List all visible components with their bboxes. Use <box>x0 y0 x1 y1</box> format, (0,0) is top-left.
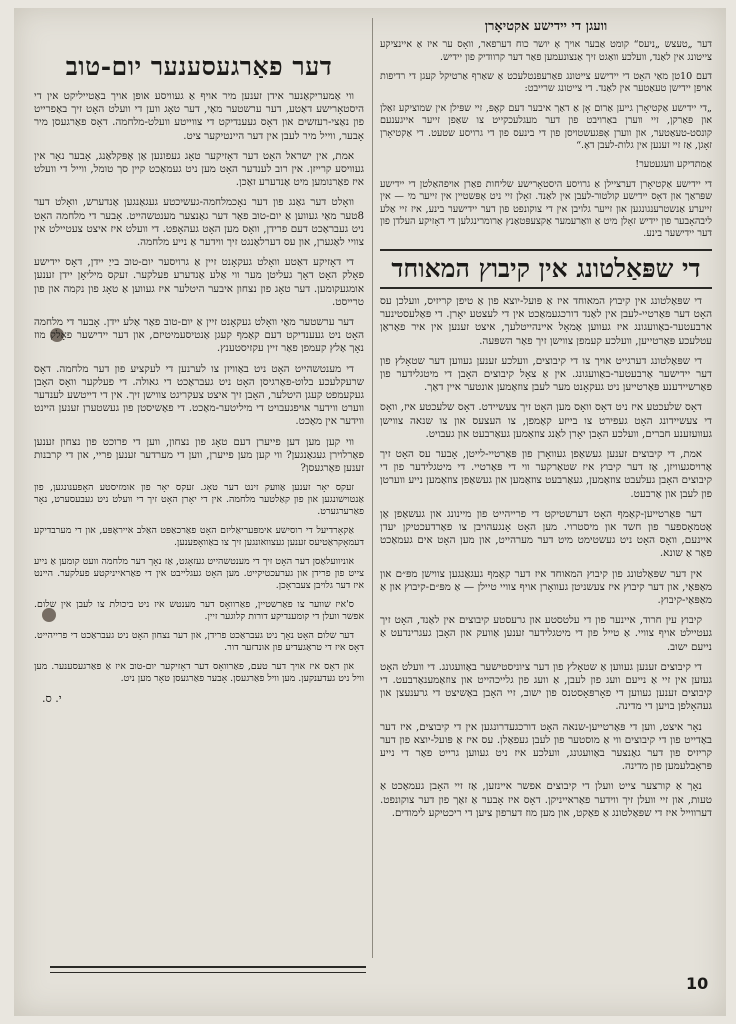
article-paragraph: די שפּאַלטונג דערגייט אויך צו די קיבוצים, וועלכע זענען געווען דער שטאָלץ פון דער יידישער אַרבעטער-באַוועגונג. אין אַ צאָל קיבוצים האָבן די מיטגלידער פון פאַרשיידענע פּאַרטייען ניט געקאָנט מער לעבן צוזאַמען אונטער איין דאַך. <box>380 354 712 394</box>
article-headline: דער פאַרגעסענער יום-טוב <box>65 52 333 81</box>
author-signature: .י. ס <box>42 692 62 706</box>
right-column <box>380 16 712 976</box>
article-paragraph: ס'איז שווער צו פאַרשטיין, פאַרוואָס דער מענטש איז ניט ביכולת צו לעבן אין שלום. אפשר וועלן די קומענדיקע דורות קלוגער זיין. <box>34 599 364 623</box>
small-print-block <box>34 482 364 685</box>
article-paragraph: די קיבוצים זענען געווען אַ שטאָלץ פון דער ציוניסטישער באַוועגונג. די וועלט האָט געזען אין זיי אַ נייעם וועג פון לעבן, אַ וועג פון גלייכהייט און צוזאַמענאַרבעט. די קיבוצים זענען געווען די פאָרפּאָסטנס פון ישוב, זיי האָבן באַשיצט די גרענעצן און געהאָלפן בויען די מדינה. <box>380 660 712 713</box>
article-paragraph: די מענטשהייט האָט ניט באַוויזן צו לערנען די לעקציע פון דער מלחמה. דאָס שרעקלעכע בלוט-פאַרגיסן האָט ניט געבראַכט די גאולה. די פעלקער וואָס האָבן געקעמפט קעגן היטלער, האָבן זיך איצט צעקריגט צווישן זיך. אין די דייטשע לענדער ווערט ווידער אויפגעבויט די מיליטער-מאַכט. די פאַשיסטן פון געשטערן זענען היינט ווידער אין מאַכט. <box>34 362 364 428</box>
article-paragraph: ווי קען מען דען פייערן דעם טאָג פון נצחון, ווען די פרוכט פון נצחון זענען פאַרלוירן געגאַנגען? ווי קען מען פייערן, ווען די מערדער זענען פריי, און די קרבנות זענען פאַרגעסן? <box>34 435 364 475</box>
article-paragraph: אַקאָרדיעל די רוסישע אימפּעריאַליזם האָט פאַרכאַפּט האַלב אייראָפּע, און די מערבדיקע דעמאָקראַטיעס זענען געצוואונגען זיך צו באַוואָפענען. <box>34 525 364 549</box>
article-paragraph: דאָס שלעכטע איז ניט דאָס וואָס מען האָט זיך צעשיידט. דאָס שלעכטע איז, וואָס די צעשיידונג האָט געפירט צו בייזע קאַמפן, צו העצעס און צו שנאה צווישן געוועזענע חברים, וועלכע האָבן יאָרן לאַנג צוזאַמען געאַרבעט און געבויט. <box>380 401 712 440</box>
article-paragraph: נאָר איצט, ווען די פּאַרטייען-שנאה האָט דורכגעדרונגען אין די קיבוצים, איז דער באַדייט פון די קיבוצים ווי אַ מוסטער פון לעבן געפאַלן. עס איז אַ פּועל-יוצא פון דער קריזיס פון דער גאַנצער באַוועגונג, וועלכע איז ניט געווען גרייט פאַר די נייע פּראָבלעמען פון מדינה. <box>380 720 712 773</box>
article-paragraph: די דאָזיקע דאַטע וואָלט געקאָנט זיין אַ גרויסער יום-טוב בייַ יידן, דאָס יידישע פאָלק האָט דאָך געליטן מער ווי אַלע אַנדערע פעלקער. זעקס מיליאָן יידן זענען אומגעקומען. דער טאָג פון נצחון איבער היטלער איז געווען אַ טאָג פון נקמה און פון טרייסט. <box>34 256 364 308</box>
article-paragraph: דער ערשטער מאַי וואָלט געקאָנט זיין אַ יום-טוב פאַר אַלע יידן. אָבער די מלחמה האָט ניט געענדיקט דעם קאַמף קעגן אַנטיסעמיטיזם, און דער יידישער פאָלק מוז נאָך אַלץ קעמפן פאַר זיין עקזיסטענץ. <box>34 316 364 355</box>
article-paragraph: און דאָס איז אויך דער טעם, פאַרוואָס דער דאָזיקער יום-טוב איז אַ פאַרגעסענער. מען וויל ניט געדענקען. מען וויל פאַרגעסן. אָבער פאַרגעסן טאָר מען ניט. <box>34 661 364 685</box>
article-paragraph: נאָך אַ קורצער צייט וועלן די קיבוצים אפשר איינזען, אַז זיי האָבן געמאַכט אַ טעות, און זיי וועלן זיך ווידער פאַראייניקן. דאָס איז אָבער אַ זאַך פון דער צוקונפט. דערווייל איז די שפּאַלטונג אַ פאַקט, און מען מוז דערפון ציען די ריכטיקע לימודים. <box>380 780 712 819</box>
left-column <box>34 16 364 966</box>
intro-paragraph: „די יידישע אַקטיאָרן גייען אַרום אָן אַ דאַך איבער דעם קאָפּ, זיי שפּילן אין שמוציקע זאַלן און פּאַרקן, זיי ווערן באַרויבט פון דער מעגלעכקייט צו שאַפן זייער אייגענעם קונסט-טעאַטער, און ווערן אָפּגעשטויסן פון די בינעס פון די גרויסע שטעט. די אַקטיאָרן זאָגן, אַז זיי זענען אין גלות-לעבן דאָ.“ <box>380 102 712 152</box>
intro-paragraph: די יידישע אַקטיאָרן דערציילן אַ גרויסע היסטאָרישע שליחות פאַרן אויפהאַלטן די יידישע שפּראַך און דאָס יידישע קולטור-לעבן אין לאַנד. זאָלן זיי ניט אָפּשטיין אין זייער מי — אין זייערע אַנשטרענגונגען און זייער גלויבן אין די צוקונפט פון דער יידישער בינע, איז זיי אַלע ליבהאָבער פון יידיש זאָלן מיט אַ וואַרעמער אַקצעפּטאַנץ אַרומרינגלען די דאָזיקע העלדן פון דער יידישער בינע. <box>380 178 712 240</box>
column-divider <box>372 18 373 958</box>
article-paragraph: וואָלט דער גאַנג פון דער נאָכמלחמה-געשיכטע געגאַנגען אַנדערש, וואָלט דער 8טער מאַי געווען אַ יום-טוב פאַר דער גאַנצער מענטשהייט. אָבער די מלחמה האָט ניט געבראַכט דעם פרידן, וואָס מען האָט געהאָפט. די וועלט איז איצט צעטיילט אין צוויי לאַגערן, און עס דערלאַנגט זיך ווידער אַ נייע מלחמה. <box>34 196 364 249</box>
article-paragraph: קיבוץ עין חרוד, איינער פון די עלטסטע און גרעסטע קיבוצים אין לאַנד, האָט זיך געטיילט אויף צוויי. אַ טייל פון די מיטגלידער זענען אַוועק און האָבן געגרינדעט אַ נייעם ישוב. <box>380 614 712 653</box>
section-title: וועגן די יידישע אקטיאָרן <box>484 19 608 34</box>
article-paragraph: דער פּאַרטייען-קאַמף האָט דערשטיקט די פרייהייט פון מיינונג און געשאַפן אַן אַטמאָספער פון חשד און מיסטרוי. מען האָט אָנגעהויבן צו פאַרדעכטיקן יעדן איינעם, וואָס האָט ניט געשטימט מיט דער מערהייט, און מען האָט אים געמאַכט פאַר אַ שונא. <box>380 507 712 560</box>
article-headline: די שפּאַלטונג אין קיבוץ המאוחד <box>380 249 712 289</box>
intro-paragraph: אַמתדיקע וועגעטער! <box>635 159 712 171</box>
article-paragraph: אמת, אין ישראל האָט דער דאָזיקער טאָג געפונען אַן אָפּקלאַנג, אָבער נאָר אין געוויסע קרייזן. אין רוב לענדער האָט מען ניט געמאַכט קיין סך טומל, ווייל די וועלט איז פאַרנומען מיט אַנדערע זאַכן. <box>34 149 364 189</box>
article-paragraph: די שפּאַלטונג אין קיבוץ המאוחד איז אַ פּועל-יוצא פון אַ טיפן קריזיס, וועלכן עס האָט דער פּאַרטיי-לעבן אין לאַנד דורכגעמאַכט אין די לעצטע יאָרן. די פּאַלעסטינער ארבעטער-באַוועגונג איז געווען אַמאָל איינהייטלעך, איצט זענען אין איר פאַראַן עטלעכע פּאַרטייען, וועלכע קעמפן צווישן זיך פאַר השפּעה. <box>380 294 712 347</box>
article-paragraph: דער שלום האָט נאָך ניט געבראַכט פרידן, און דער נצחון האָט ניט געבראַכט די פרייהייט. דאָס איז די טראַגעדיע פון אונדזער דור. <box>34 630 364 654</box>
article-paragraph: אמת, די קיבוצים זענען געשאַפן געוואָרן פון פּאַרטיי-לייטן, אָבער עס האָט זיך אַרויסגעוויזן, אַז דער קיבוץ איז שטאַרקער ווי די פּאַרטיי. די מיטגלידער פון די קיבוצים האָבן געלעבט צוזאַמען, געאַרבעט צוזאַמען און געשאַפן צוזאַמען נייע ווערטן פון לעבן און אַרבעט. <box>380 447 712 500</box>
article-paragraph: אין דער שפּאַלטונג פון קיבוץ המאוחד איז דער קאַמף געגאַנגען צווישן מפּ״ם און מאַפּאַי, און דער קיבוץ איז צעשניטן געוואָרן אויף צוויי טיילן — אַ מפּ״ם-קיבוץ און אַ מאַפּאַי-קיבוץ. <box>380 567 712 606</box>
page-number: 10 <box>686 974 709 993</box>
intro-block <box>380 39 712 241</box>
article-paragraph: ווי אַמעריקאַנער אידן זענען מיר אויף אַ געוויסע אופן אויך באַטייליקט אין די היסטאָרישע דאַטע, דער ערשטער מאַי, דער טאָג ווען די וועלט האָט זיך באַפרייט פון נאַצי-רעזשים און דאָס געענדיקט די צווייטע וועלט-מלחמה. דאָס פאַרגעסן מיר אָבער, ווייל מיר לעבן אין דער היינטיקער ציט. <box>34 90 364 142</box>
intro-paragraph: דער „טעצש „ניעס“ קומט אַבער אויך אָ יושר כוח דערפאר, וואָס ער איז אַ איינציקע צייטונג אין לאַנד, וועלכע וואַגט זיך אַנצונעמען פאַר דער קרוודיק פון יידיש. <box>380 39 712 63</box>
article-paragraph: אוניוועלאַסן דער האָט זיך די מענטשהייט געזאָגט, אַז נאָך דער מלחמה וועט קומען אַ נייע צייט פון פרידן און גערעכטיקייט. מען האָט געגלייבט אין די פאַראייניקטע פעלקער. היינט איז דער גלויבן צעבראָכן. <box>34 556 364 592</box>
bottom-rule <box>50 966 366 973</box>
article-paragraph: זעקס יאָר זענען אַוועק זינט דער טאָג. זעקס יאָר פון אומזיסטע האָפענונגען, פון אַנטוישונגען און פון קאַלטער מלחמה. אין די יאָרן האָט זיך די וועלט ניט געבעסערט, נאָר פאַרערגערט. <box>34 482 364 518</box>
newspaper-page <box>14 8 726 1016</box>
intro-paragraph: דעם 10טן מאַי האָט די יידישע צייטונג פאַרעפנטלעכט אַ שאַרף אַרטיקל קעגן די רדיפות אויפן יידישן טעאַטער אין לאַנד. די צייטונג שרייבט: <box>380 71 712 95</box>
